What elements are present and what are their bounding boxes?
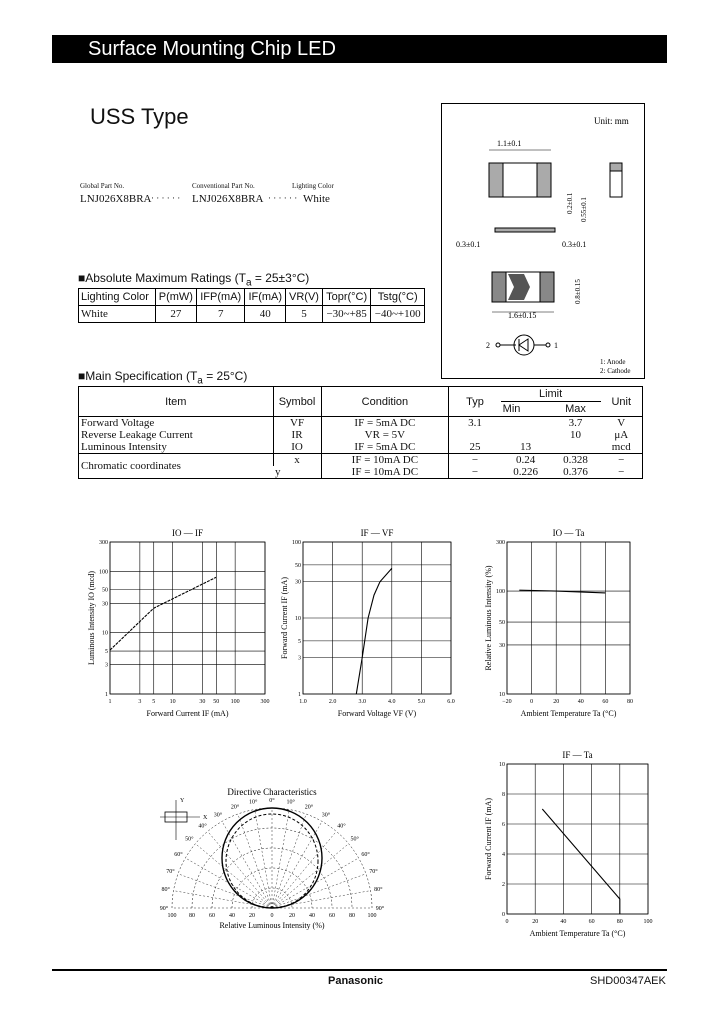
chart-2-xtick: 60: [602, 699, 609, 705]
chart-3-xtick: 60: [588, 919, 595, 925]
polar-angle-label-left: 70°: [166, 869, 175, 876]
chart-0-xtick: 10: [169, 699, 176, 705]
chart-0-ytick: 3: [105, 662, 108, 669]
polar-spoke: [272, 814, 306, 908]
polar-radial-tick: 100: [367, 913, 377, 919]
polar-angle-label-right: 0°: [269, 798, 275, 804]
chart-1-ytick: 30: [295, 579, 301, 586]
chip-front-body: [495, 228, 555, 232]
chart-2-xtick: −20: [502, 699, 512, 705]
abs-max-title-text: ■Absolute Maximum Ratings (T: [78, 271, 246, 285]
chart-3-xlabel: Ambient Temperature Ta (°C): [529, 929, 626, 938]
dim-bottom-h: 0.8±0.15: [574, 279, 582, 304]
legend-cathode: 2: Cathode: [600, 367, 631, 375]
max: 10: [570, 429, 582, 441]
item: Forward Voltage: [81, 417, 155, 429]
chart-0-series-line: [110, 577, 216, 650]
polar-angle-label-left: 10°: [249, 799, 258, 806]
unit: V: [617, 417, 626, 429]
spec-row-io: [79, 441, 643, 454]
h-typ: Typ: [449, 387, 501, 417]
h-symbol: Symbol: [273, 387, 321, 417]
unit: −: [618, 466, 625, 478]
chart-3-ytick: 4: [502, 852, 505, 858]
unit-label: Unit: mm: [594, 116, 629, 126]
polar-radial-tick: 20: [249, 913, 255, 919]
chart-3-ytick: 6: [502, 822, 505, 828]
doc-number: SHD00347AEK: [590, 975, 666, 987]
abs-h-tstg: Tstg(°C): [371, 289, 425, 306]
condition: IF = 5mA DC: [321, 441, 449, 454]
chart-0-ytick: 300: [99, 540, 108, 546]
chart-0-xtick: 50: [213, 699, 220, 705]
chart-3-ytick: 2: [502, 882, 505, 888]
orientation-y-label: Y: [180, 798, 185, 804]
condition: IF = 10mA DC: [321, 466, 449, 479]
conventional-part-number: LNJ026X8BRA: [192, 193, 264, 205]
abs-max-data-row: [79, 306, 425, 323]
chart-2-ytick: 100: [496, 589, 505, 596]
chart-1-ytick: 100: [292, 540, 301, 546]
main-spec-title-sub: a: [197, 375, 203, 387]
chart-1-ylabel: Forward Current IF (mA): [280, 577, 289, 659]
chart-2-xtick: 40: [577, 699, 584, 705]
polar-angle-label-right: 10°: [286, 799, 295, 806]
abs-max-title: [78, 271, 309, 288]
footer-rule: [52, 969, 667, 971]
chart-0-ytick: 5: [105, 649, 108, 656]
chart-2-title: IO — Ta: [552, 528, 585, 538]
polar-angle-label-left: 40°: [198, 823, 207, 830]
chart-1-ytick: 5: [298, 638, 301, 645]
chart-3-series-line: [542, 809, 620, 914]
polar-angle-label-right: 50°: [350, 836, 359, 843]
condition: IF = 10mA DC: [321, 454, 449, 467]
chart-3-xtick: 100: [643, 919, 653, 925]
lighting-color-label: Lighting Color: [292, 182, 334, 190]
global-part-number: LNJ026X8BRA: [80, 193, 152, 205]
unit: mcd: [611, 441, 631, 453]
abs-h-p: P(mW): [155, 289, 196, 306]
chart-1-ytick: 1: [298, 692, 301, 698]
chart-0-xtick: 1: [108, 699, 112, 705]
spec-row-vf: [79, 417, 643, 430]
max: 0.376: [563, 466, 588, 478]
abs-ifp: 7: [197, 306, 245, 323]
unit: −: [618, 454, 625, 466]
chart-2-xtick: 0: [530, 699, 534, 705]
item: Reverse Leakage Current: [81, 429, 193, 441]
polar-angle-label-left: 50°: [185, 836, 194, 843]
min: [501, 417, 551, 430]
chart-3-ytick: 10: [499, 762, 505, 768]
abs-max-header-row: [79, 289, 425, 306]
polar-spoke: [195, 844, 272, 908]
chart-2-xtick: 80: [627, 699, 633, 705]
abs-p: 27: [155, 306, 196, 323]
typ: −: [449, 454, 501, 467]
abs-h-vr: VR(V): [286, 289, 323, 306]
polar-spoke: [272, 844, 349, 908]
chart-3-xtick: 0: [505, 919, 509, 925]
polar-angle-label-right: 90°: [375, 906, 385, 912]
max: [551, 441, 601, 454]
dim-height1: 0.2±0.1: [566, 192, 574, 214]
chart-1-xtick: 5.0: [417, 699, 426, 705]
lighting-color-value: White: [303, 193, 330, 205]
main-spec-title-end: = 25°C): [202, 369, 248, 383]
chip-top-pad-left: [489, 163, 503, 197]
polar-angle-label-left: 30°: [213, 812, 223, 819]
brand-logo: Panasonic: [328, 975, 384, 987]
chart-0-ytick: 100: [99, 569, 108, 576]
orientation-x-label: X: [203, 815, 208, 821]
chart-1-ytick: 10: [295, 616, 301, 622]
abs-max-table: [78, 288, 425, 323]
abs-tstg: −40~+100: [371, 306, 425, 323]
chart-1-xlabel: Forward Voltage VF (V): [337, 709, 417, 718]
polar-angle-label-right: 70°: [369, 869, 378, 876]
item: Chromatic coordinates: [81, 460, 181, 472]
chart-1-title: IF — VF: [360, 528, 394, 538]
chart-0-ytick: 30: [102, 601, 108, 608]
chart-0-title: IO — IF: [172, 528, 203, 538]
led-symbol-triangle: [519, 339, 528, 351]
polar-angle-label-left: 90°: [159, 906, 169, 912]
conventional-part-label: Conventional Part No.: [192, 182, 255, 190]
spec-row-ir: [79, 429, 643, 441]
polar-spoke: [272, 821, 322, 908]
led-symbol-circle: [514, 335, 534, 355]
type-title: USS Type: [90, 104, 189, 129]
dots-2: · · · · · ·: [268, 193, 298, 203]
polar-angle-label-right: 20°: [304, 804, 314, 811]
chart-2-series-line: [519, 590, 605, 593]
polar-radial-tick: 80: [349, 913, 355, 919]
chart-3-ytick: 0: [502, 912, 505, 918]
min: [501, 429, 551, 441]
chip-bottom-pad-left: [492, 272, 506, 302]
dim-pad-right: 0.3±0.1: [562, 240, 587, 249]
h-item: Item: [79, 387, 274, 417]
page-title-bar: [52, 35, 667, 63]
chart-0-ytick: 10: [102, 630, 108, 637]
symbol: IR: [273, 429, 321, 441]
main-header-row: [79, 387, 643, 402]
chart-1-xtick: 2.0: [328, 699, 337, 705]
polar-angle-label-left: 80°: [161, 887, 170, 894]
chart-0-xlabel: Forward Current IF (mA): [146, 709, 229, 718]
chip-top-pad-right: [537, 163, 551, 197]
chip-side-pad: [610, 163, 622, 171]
abs-topr: −30~+85: [322, 306, 371, 323]
h-unit: Unit: [601, 387, 643, 417]
chart-1-xtick: 6.0: [447, 699, 455, 705]
symbol: VF: [273, 417, 321, 430]
chart-3-xtick: 80: [616, 919, 623, 925]
chart-3-frame: [507, 764, 648, 914]
chart-3-ylabel: Forward Current IF (mA): [484, 798, 493, 880]
symbol: x: [273, 454, 321, 467]
abs-h-if: IF(mA): [245, 289, 286, 306]
main-spec-title-text: ■Main Specification (T: [78, 369, 198, 383]
chart-2-ytick: 300: [496, 540, 505, 546]
typ: 25: [449, 441, 501, 454]
polar-radial-tick: 80: [189, 913, 195, 919]
polar-radial-tick: 60: [329, 913, 335, 919]
chart-1-ytick: 3: [298, 655, 301, 662]
max: 0.328: [563, 454, 588, 466]
h-min: Min: [501, 402, 551, 417]
polar-radial-tick: 0: [270, 913, 274, 919]
h-max: Max: [551, 402, 601, 417]
chart-1-xtick: 1.0: [299, 699, 307, 705]
pin1-label: 1: [554, 341, 558, 350]
polar-spoke: [222, 821, 272, 908]
dim-pad-left: 0.3±0.1: [456, 240, 481, 249]
chart-1-xtick: 3.0: [358, 699, 366, 705]
typ: 3.1: [449, 417, 501, 430]
typ: [449, 429, 501, 441]
chart-2-ytick: 10: [499, 692, 505, 698]
typ: −: [449, 466, 501, 479]
charts-area: [0, 520, 720, 940]
abs-max-title-end: = 25±3°C): [251, 271, 310, 285]
chip-bottom-pad-right: [540, 272, 554, 302]
chart-0-xtick: 3: [138, 699, 142, 705]
polar-angle-label-left: 60°: [174, 852, 183, 858]
chart-0-xtick: 300: [260, 699, 270, 705]
dots-1: · · · · · ·: [151, 193, 181, 203]
chart-3-ytick: 8: [502, 792, 505, 798]
min: 0.226: [513, 466, 538, 478]
main-spec-title: [78, 369, 247, 386]
chart-1-series-line: [356, 568, 392, 694]
chart-2-ytick: 30: [499, 642, 505, 649]
min: 13: [520, 441, 532, 453]
abs-vr: 5: [286, 306, 323, 323]
item: Luminous Intensity: [81, 441, 167, 453]
pin2-label: 2: [486, 341, 490, 350]
polar-angle-label-left: 20°: [230, 804, 240, 811]
condition: IF = 5mA DC: [321, 417, 449, 430]
polar-angle-label-right: 80°: [374, 887, 383, 894]
polar-title: Directive Characteristics: [227, 787, 317, 797]
chart-2-xtick: 20: [553, 699, 560, 705]
polar-xlabel: Relative Luminous Intensity (%): [219, 921, 325, 930]
abs-max-title-sub: a: [245, 277, 252, 289]
chart-3-xtick: 20: [532, 919, 539, 925]
chart-0-xtick: 100: [230, 699, 240, 705]
legend-anode: 1: Anode: [600, 358, 626, 366]
chart-3-xtick: 40: [560, 919, 567, 925]
chart-1-ytick: 50: [295, 562, 301, 569]
dim-bottom-len: 1.6±0.15: [508, 311, 537, 320]
chart-0-xtick: 30: [199, 699, 206, 705]
chart-0-ylabel: Luminous Intensity IO (mcd): [87, 571, 96, 665]
polar-radial-tick: 40: [229, 913, 235, 919]
symbol: IO: [273, 441, 321, 454]
polar-angle-label-right: 30°: [321, 812, 331, 819]
polar-angle-label-right: 60°: [361, 852, 370, 858]
chart-2-ytick: 50: [499, 620, 505, 627]
unit: μA: [614, 429, 629, 441]
pin2-terminal: [496, 343, 500, 347]
dimension-svg: [442, 104, 644, 378]
dim-width: 1.1±0.1: [497, 139, 522, 148]
global-part-label: Global Part No.: [80, 182, 125, 190]
h-limit: Limit: [501, 387, 601, 402]
condition: VR = 5V: [321, 429, 449, 441]
polar-radial-tick: 60: [209, 913, 215, 919]
main-spec-table: [78, 386, 643, 479]
chip-bottom-mark: [508, 274, 530, 300]
spec-row-x: [79, 454, 643, 467]
h-condition: Condition: [321, 387, 449, 417]
chart-2-frame: [507, 542, 630, 694]
abs-h-color: Lighting Color: [79, 289, 156, 306]
polar-radial-tick: 20: [289, 913, 295, 919]
max: 3.7: [568, 417, 583, 429]
chart-3-title: IF — Ta: [562, 750, 593, 760]
chart-2-xlabel: Ambient Temperature Ta (°C): [520, 709, 617, 718]
symbol: y: [275, 466, 281, 478]
polar-radial-tick: 100: [167, 913, 177, 919]
chart-2-ylabel: Relative Luminous Intensity (%): [484, 565, 493, 671]
chart-0-ytick: 50: [102, 587, 108, 594]
abs-color: White: [81, 308, 108, 320]
dim-height2: 0.55±0.1: [580, 197, 588, 222]
polar-radial-tick: 40: [309, 913, 315, 919]
chart-0-xtick: 5: [152, 699, 156, 705]
abs-if: 40: [245, 306, 286, 323]
chart-1-xtick: 4.0: [388, 699, 396, 705]
min: 0.24: [515, 454, 536, 466]
dimension-drawing: [441, 103, 645, 379]
abs-h-ifp: IFP(mA): [197, 289, 245, 306]
pin1-terminal: [546, 343, 550, 347]
chart-0-frame: [110, 542, 265, 694]
chart-0-ytick: 1: [105, 692, 108, 698]
polar-angle-label-right: 40°: [337, 823, 346, 830]
page-title: Surface Mounting Chip LED: [88, 38, 336, 60]
abs-h-topr: Topr(°C): [322, 289, 371, 306]
